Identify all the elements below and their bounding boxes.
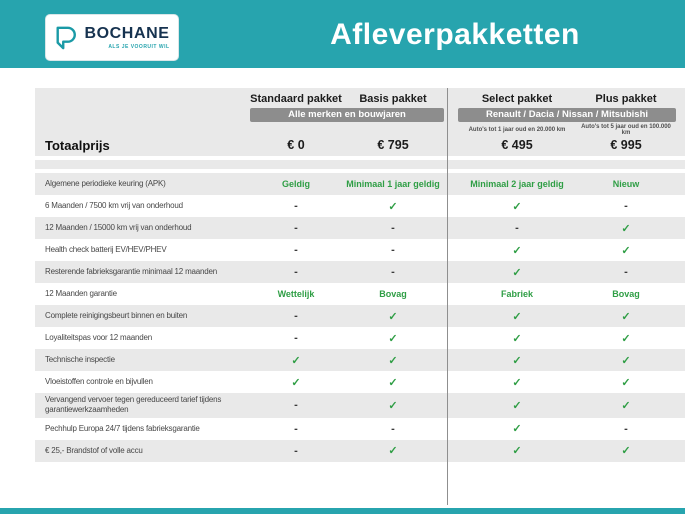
bochane-logo-icon xyxy=(54,24,78,52)
column-notes-row xyxy=(45,124,685,134)
packages-table xyxy=(0,88,685,462)
bottom-teal-strip xyxy=(0,508,685,514)
column-headers-row xyxy=(45,91,685,107)
table-row xyxy=(35,418,685,440)
note-select: Auto's tot 1 jaar oud en 20.000 km xyxy=(468,127,566,133)
cell-basis: ✓ xyxy=(388,445,398,458)
cell-basis: ✓ xyxy=(388,399,398,412)
table-row xyxy=(35,261,685,283)
row-label: Loyaliteitspas voor 12 maanden xyxy=(45,332,152,342)
cell-standaard: - xyxy=(294,332,298,344)
cell-plus: ✓ xyxy=(621,222,631,235)
logo-tagline: ALS JE VOORUIT WIL xyxy=(108,43,170,50)
table-row xyxy=(35,371,685,393)
cell-plus: ✓ xyxy=(621,244,631,257)
column-header-select: Select pakket xyxy=(481,93,553,105)
bochane-logo-text xyxy=(84,26,169,50)
cell-plus: - xyxy=(624,200,628,212)
cell-plus: ✓ xyxy=(621,354,631,367)
price-plus: € 995 xyxy=(610,138,642,152)
cell-standaard: ✓ xyxy=(291,376,301,389)
cell-standaard: - xyxy=(294,444,298,457)
cell-plus: Nieuw xyxy=(612,179,640,189)
group-divider-line xyxy=(447,88,448,505)
bochane-logo xyxy=(45,14,179,61)
cell-select: ✓ xyxy=(512,376,522,389)
cell-select: ✓ xyxy=(512,445,522,458)
cell-standaard: - xyxy=(294,266,298,278)
cell-select: ✓ xyxy=(512,310,522,323)
row-label: Complete reinigingsbeurt binnen en buiten xyxy=(45,310,188,320)
group2-badge: Renault / Dacia / Nissan / Mitsubishi xyxy=(458,108,676,122)
cell-plus: - xyxy=(624,422,628,435)
row-label: Resterende fabrieksgarantie minimaal 12 maanden xyxy=(45,266,218,276)
feature-rows xyxy=(0,173,685,462)
cell-plus: ✓ xyxy=(621,399,631,412)
cell-standaard: Wettelijk xyxy=(277,289,315,299)
cell-plus: - xyxy=(624,266,628,278)
column-header-basis: Basis pakket xyxy=(359,93,427,105)
cell-plus: Bovag xyxy=(612,289,640,299)
cell-standaard: - xyxy=(294,422,298,435)
cell-standaard: - xyxy=(294,244,298,256)
row-label: € 25,- Brandstof of volle accu xyxy=(45,445,143,455)
row-label: 6 Maanden / 7500 km vrij van onderhoud xyxy=(45,200,183,210)
cell-select: ✓ xyxy=(512,354,522,367)
cell-basis: Minimaal 1 jaar geldig xyxy=(346,179,440,189)
cell-standaard: ✓ xyxy=(291,354,301,367)
row-label: Pechhulp Europa 24/7 tijdens fabrieksgarantie xyxy=(45,423,200,433)
table-row xyxy=(35,283,685,305)
table-header-section xyxy=(35,88,685,156)
row-label: 12 Maanden / 15000 km vrij van onderhoud xyxy=(45,222,192,232)
total-price-label: Totaalprijs xyxy=(45,137,110,153)
cell-standaard: - xyxy=(294,310,298,322)
column-header-standaard: Standaard pakket xyxy=(250,93,342,105)
cell-basis: - xyxy=(391,422,395,435)
column-header-plus: Plus pakket xyxy=(595,93,657,105)
row-label: 12 Maanden garantie xyxy=(45,288,117,298)
note-plus: Auto's tot 5 jaar oud en 100.000 km xyxy=(581,124,671,136)
cell-select: ✓ xyxy=(512,266,522,279)
table-row xyxy=(35,239,685,261)
empty-spacer-row xyxy=(35,160,685,169)
cell-standaard: - xyxy=(294,200,298,212)
cell-basis: Bovag xyxy=(379,289,407,299)
cell-select: Minimaal 2 jaar geldig xyxy=(470,179,564,189)
cell-basis: ✓ xyxy=(388,376,398,389)
table-row xyxy=(35,440,685,462)
logo-name: BOCHANE xyxy=(84,24,170,42)
group1-badge: Alle merken en bouwjaren xyxy=(250,108,444,122)
cell-select: ✓ xyxy=(512,423,522,436)
cell-standaard: - xyxy=(294,222,298,234)
table-row xyxy=(35,327,685,349)
table-row xyxy=(35,195,685,217)
price-select: € 495 xyxy=(501,138,533,152)
row-label: Technische inspectie xyxy=(45,354,115,364)
cell-select: ✓ xyxy=(512,244,522,257)
row-label: Vervangend vervoer tegen gereduceerd tarief tijdens garantiewerkzaamheden xyxy=(45,395,222,415)
cell-plus: ✓ xyxy=(621,332,631,345)
row-label: Vloeistoffen controle en bijvullen xyxy=(45,376,153,386)
table-row xyxy=(35,173,685,195)
cell-basis: - xyxy=(391,266,395,278)
page-title: Afleverpakketten xyxy=(330,18,580,51)
cell-standaard: Geldig xyxy=(281,179,310,189)
total-price-row xyxy=(45,134,685,156)
table-row xyxy=(35,349,685,371)
table-row xyxy=(35,393,685,418)
cell-select: ✓ xyxy=(512,332,522,345)
cell-select: ✓ xyxy=(512,399,522,412)
cell-basis: - xyxy=(391,222,395,234)
cell-plus: ✓ xyxy=(621,445,631,458)
cell-plus: ✓ xyxy=(621,310,631,323)
cell-standaard: - xyxy=(294,399,298,412)
cell-select: Fabriek xyxy=(500,289,533,299)
cell-plus: ✓ xyxy=(621,376,631,389)
row-label: Health check batterij EV/HEV/PHEV xyxy=(45,244,167,254)
cell-basis: ✓ xyxy=(388,332,398,345)
group-badges-row xyxy=(45,108,685,122)
cell-basis: ✓ xyxy=(388,200,398,213)
cell-basis: ✓ xyxy=(388,354,398,367)
top-banner xyxy=(0,0,685,68)
row-label: Algemene periodieke keuring (APK) xyxy=(45,178,166,188)
price-basis: € 795 xyxy=(377,138,409,152)
cell-select: - xyxy=(515,222,519,234)
table-row xyxy=(35,305,685,327)
table-row xyxy=(35,217,685,239)
cell-basis: ✓ xyxy=(388,310,398,323)
cell-basis: - xyxy=(391,244,395,256)
price-standaard: € 0 xyxy=(287,138,305,152)
cell-select: ✓ xyxy=(512,200,522,213)
